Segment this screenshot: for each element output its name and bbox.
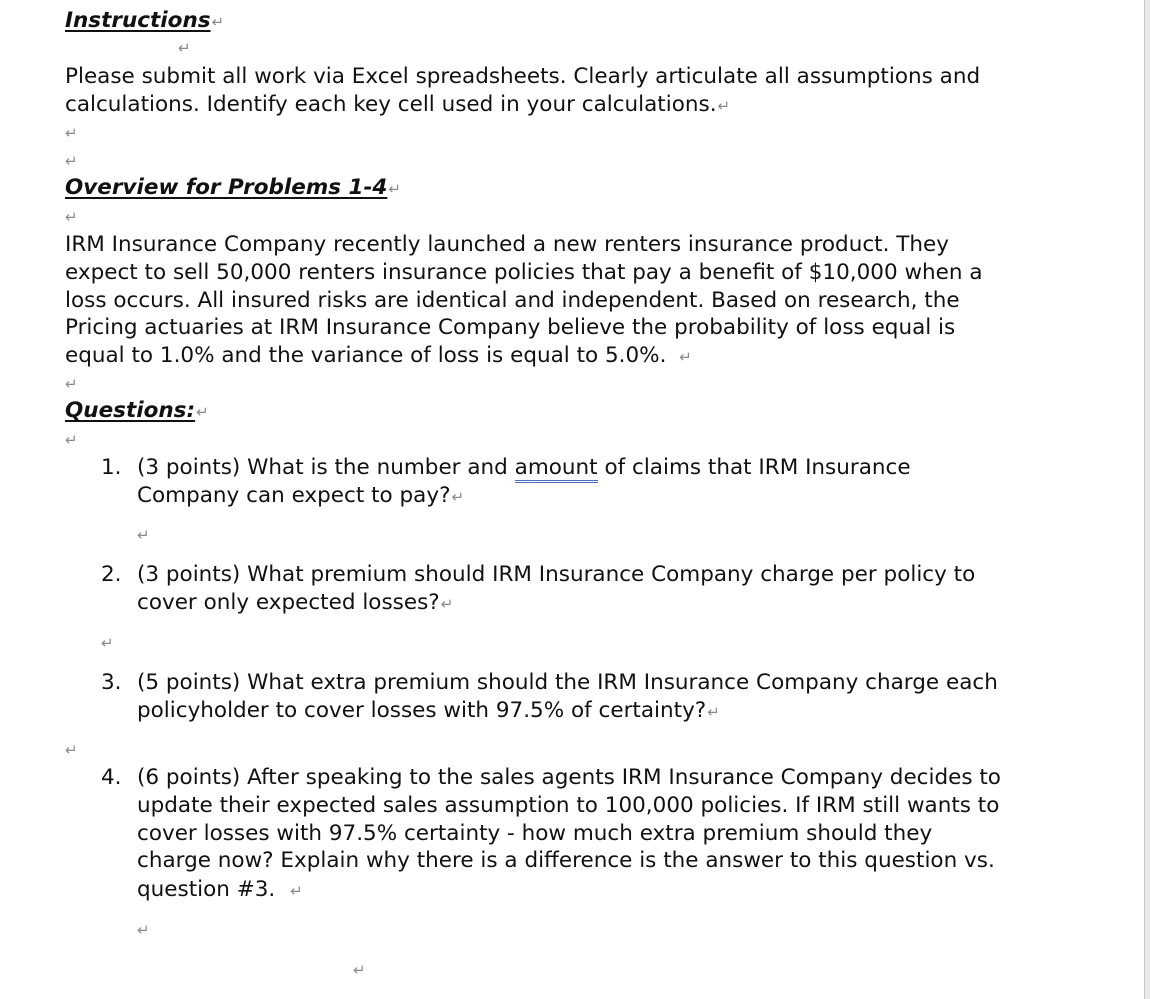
question-text: Company can expect to pay?	[137, 483, 451, 508]
page-edge	[1144, 0, 1150, 999]
paragraph-mark-icon: ↵	[211, 13, 225, 31]
question-4-line: cover losses with 97.5% certainty - how much extra premium should they	[137, 821, 933, 846]
question-1-line	[137, 482, 464, 511]
overview-line: expect to sell 50,000 renters insurance policies that pay a benefit of $10,000 when a	[65, 260, 983, 285]
instructions-line	[65, 63, 980, 91]
paragraph-mark-icon: ↵	[717, 97, 731, 115]
question-2-line	[137, 589, 453, 618]
question-4-line: (6 points) After speaking to the sales agents IRM Insurance Company decides to	[137, 765, 1001, 790]
paragraph-mark-icon: ↵	[101, 634, 114, 652]
question-text: (3 points) What is the number and	[137, 455, 515, 480]
overview-line	[65, 342, 692, 371]
overview-line: Pricing actuaries at IRM Insurance Company believe the probability of loss equal is	[65, 315, 956, 340]
question-2-line: (3 points) What premium should IRM Insurance Company charge per policy to	[137, 562, 976, 587]
paragraph-mark-icon: ↵	[440, 595, 454, 613]
paragraph-mark-icon: ↵	[707, 703, 720, 721]
overview-text: equal to 1.0% and the variance of loss is equal to 5.0%.	[65, 343, 674, 368]
question-4-line: update their expected sales assumption to 100,000 policies. If IRM still wants to	[137, 793, 1000, 818]
paragraph-mark-icon: ↵	[65, 375, 78, 393]
paragraph-mark-icon: ↵	[65, 741, 78, 759]
paragraph-mark-icon: ↵	[451, 488, 465, 506]
paragraph-mark-icon: ↵	[290, 882, 303, 900]
question-number: 1.	[101, 455, 122, 480]
paragraph-mark-icon: ↵	[196, 403, 209, 421]
instructions-line	[65, 91, 730, 120]
question-3-line: (5 points) What extra premium should the IRM Insurance Company charge each	[137, 670, 998, 695]
question-1-line	[137, 454, 911, 482]
paragraph-mark-icon: ↵	[65, 124, 78, 142]
paragraph-mark-icon: ↵	[137, 921, 150, 939]
questions-heading-text: Questions:	[65, 398, 196, 423]
question-4-line	[137, 876, 303, 905]
question-text: policyholder to cover losses with 97.5% of certainty?	[137, 698, 707, 723]
paragraph-mark-icon: ↵	[65, 152, 78, 170]
paragraph-mark-icon: ↵	[388, 180, 401, 198]
paragraph-mark-icon: ↵	[679, 348, 692, 366]
instructions-text: calculations. Identify each key cell used in your calculations.	[65, 92, 717, 117]
grammar-flag-word[interactable]: amount	[515, 455, 598, 483]
overview-line: IRM Insurance Company recently launched a new renters insurance product. They	[65, 232, 949, 257]
question-4-line: charge now? Explain why there is a difference is the answer to this question vs.	[137, 848, 995, 873]
question-text: cover only expected losses?	[137, 590, 440, 615]
question-3-line	[137, 697, 720, 726]
instructions-heading	[65, 8, 224, 33]
question-text: question #3.	[137, 877, 283, 902]
overview-heading	[65, 175, 401, 200]
paragraph-mark-icon: ↵	[65, 208, 78, 226]
paragraph-mark-icon: ↵	[65, 431, 78, 449]
paragraph-mark-icon: ↵	[137, 526, 150, 544]
question-text: of claims that IRM Insurance	[597, 455, 911, 480]
overview-line: loss occurs. All insured risks are identical and independent. Based on research, the	[65, 288, 960, 313]
paragraph-mark-icon: ↵	[353, 961, 366, 979]
overview-heading-text: Overview for Problems 1-4	[65, 175, 388, 200]
question-number: 3.	[101, 670, 122, 695]
paragraph-mark-icon: ↵	[178, 39, 191, 57]
question-number: 2.	[101, 562, 122, 587]
instructions-heading-text: Instructions	[65, 8, 211, 33]
questions-heading	[65, 398, 209, 423]
question-number: 4.	[101, 765, 122, 790]
instructions-text: Please submit all work via Excel spreadsheets. Clearly articulate all assumptions and	[65, 64, 981, 89]
